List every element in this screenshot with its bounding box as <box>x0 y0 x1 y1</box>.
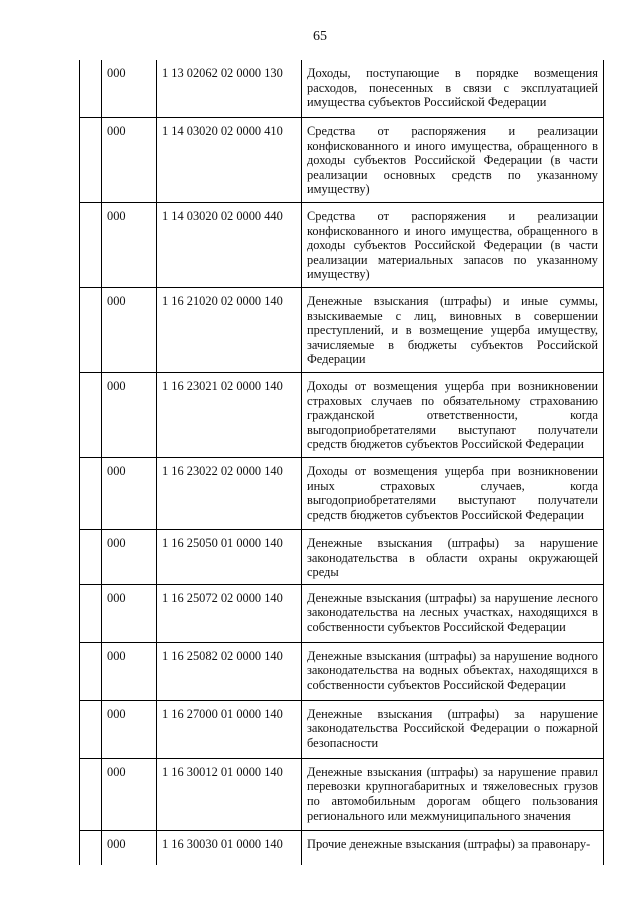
revenue-name-cell: Прочие денежные взыскания (штрафы) за правонару- <box>302 830 604 865</box>
revenue-code-cell: 1 16 21020 02 0000 140 <box>157 288 302 373</box>
table-row <box>80 458 604 530</box>
revenue-code-cell: 1 14 03020 02 0000 410 <box>157 118 302 203</box>
empty-cell <box>80 642 102 700</box>
table-row <box>80 758 604 830</box>
revenue-name-cell: Денежные взыскания (штрафы) за нарушение законодательства в области охраны окружающей среды <box>302 530 604 585</box>
revenue-code-cell: 1 13 02062 02 0000 130 <box>157 60 302 118</box>
revenue-name-cell: Денежные взыскания (штрафы) за нарушение лесного законодательства на лесных участках, находящихся в собственности субъектов Российской Федерации <box>302 584 604 642</box>
table-row <box>80 118 604 203</box>
page-number: 65 <box>313 29 327 44</box>
budget-classification-table <box>79 60 604 865</box>
admin-code-cell: 000 <box>102 458 157 530</box>
admin-code-cell: 000 <box>102 642 157 700</box>
table-row <box>80 203 604 288</box>
revenue-name-cell: Денежные взыскания (штрафы) и иные суммы, взыскиваемые с лиц, виновных в совершении преступлений, и в возмещение ущерба имуществу, зачисляемые в бюджеты субъектов Российской Федерации <box>302 288 604 373</box>
table-row <box>80 584 604 642</box>
revenue-code-cell: 1 16 25082 02 0000 140 <box>157 642 302 700</box>
admin-code-cell: 000 <box>102 118 157 203</box>
admin-code-cell: 000 <box>102 373 157 458</box>
empty-cell <box>80 700 102 758</box>
revenue-code-cell: 1 16 23022 02 0000 140 <box>157 458 302 530</box>
revenue-code-cell: 1 16 30030 01 0000 140 <box>157 830 302 865</box>
empty-cell <box>80 584 102 642</box>
empty-cell <box>80 203 102 288</box>
table-row <box>80 700 604 758</box>
table-row <box>80 642 604 700</box>
revenue-code-cell: 1 16 25072 02 0000 140 <box>157 584 302 642</box>
empty-cell <box>80 118 102 203</box>
revenue-code-cell: 1 14 03020 02 0000 440 <box>157 203 302 288</box>
empty-cell <box>80 530 102 585</box>
revenue-name-cell: Денежные взыскания (штрафы) за нарушение законодательства Российской Федерации о пожарной безопасности <box>302 700 604 758</box>
admin-code-cell: 000 <box>102 758 157 830</box>
empty-cell <box>80 458 102 530</box>
revenue-code-cell: 1 16 27000 01 0000 140 <box>157 700 302 758</box>
revenue-name-cell: Доходы, поступающие в порядке возмещения расходов, понесенных в связи с эксплуатацией имущества субъектов Российской Федерации <box>302 60 604 118</box>
table-row <box>80 288 604 373</box>
revenue-name-cell: Денежные взыскания (штрафы) за нарушение правил перевозки крупногабаритных и тяжеловесных грузов по автомобильным дорогам общего пользования регионального или межмуниципального значения <box>302 758 604 830</box>
revenue-name-cell: Средства от распоряжения и реализации конфискованного и иного имущества, обращенного в доходы субъектов Российской Федерации (в части реализации основных средств по указанному имуществу) <box>302 118 604 203</box>
admin-code-cell: 000 <box>102 530 157 585</box>
empty-cell <box>80 373 102 458</box>
revenue-code-cell: 1 16 23021 02 0000 140 <box>157 373 302 458</box>
admin-code-cell: 000 <box>102 203 157 288</box>
admin-code-cell: 000 <box>102 700 157 758</box>
empty-cell <box>80 830 102 865</box>
revenue-name-cell: Средства от распоряжения и реализации конфискованного и иного имущества, обращенного в доходы субъектов Российской Федерации (в части реализации материальных запасов по указанному имуществу) <box>302 203 604 288</box>
admin-code-cell: 000 <box>102 60 157 118</box>
empty-cell <box>80 288 102 373</box>
revenue-name-cell: Доходы от возмещения ущерба при возникновении иных страховых случаев, когда выгодоприобретателями выступают получатели средств бюджетов субъектов Российской Федерации <box>302 458 604 530</box>
table-row <box>80 530 604 585</box>
revenue-name-cell: Доходы от возмещения ущерба при возникновении страховых случаев по обязательному страхованию гражданской ответственности, когда выгодоприобретателями выступают получатели средств бюджетов субъектов Российской Федерации <box>302 373 604 458</box>
admin-code-cell: 000 <box>102 584 157 642</box>
revenue-name-cell: Денежные взыскания (штрафы) за нарушение водного законодательства на водных объектах, находящихся в собственности субъектов Российской Федерации <box>302 642 604 700</box>
revenue-code-cell: 1 16 30012 01 0000 140 <box>157 758 302 830</box>
admin-code-cell: 000 <box>102 288 157 373</box>
table-row <box>80 373 604 458</box>
revenue-code-cell: 1 16 25050 01 0000 140 <box>157 530 302 585</box>
admin-code-cell: 000 <box>102 830 157 865</box>
empty-cell <box>80 60 102 118</box>
table-row <box>80 60 604 118</box>
empty-cell <box>80 758 102 830</box>
table-row <box>80 830 604 865</box>
